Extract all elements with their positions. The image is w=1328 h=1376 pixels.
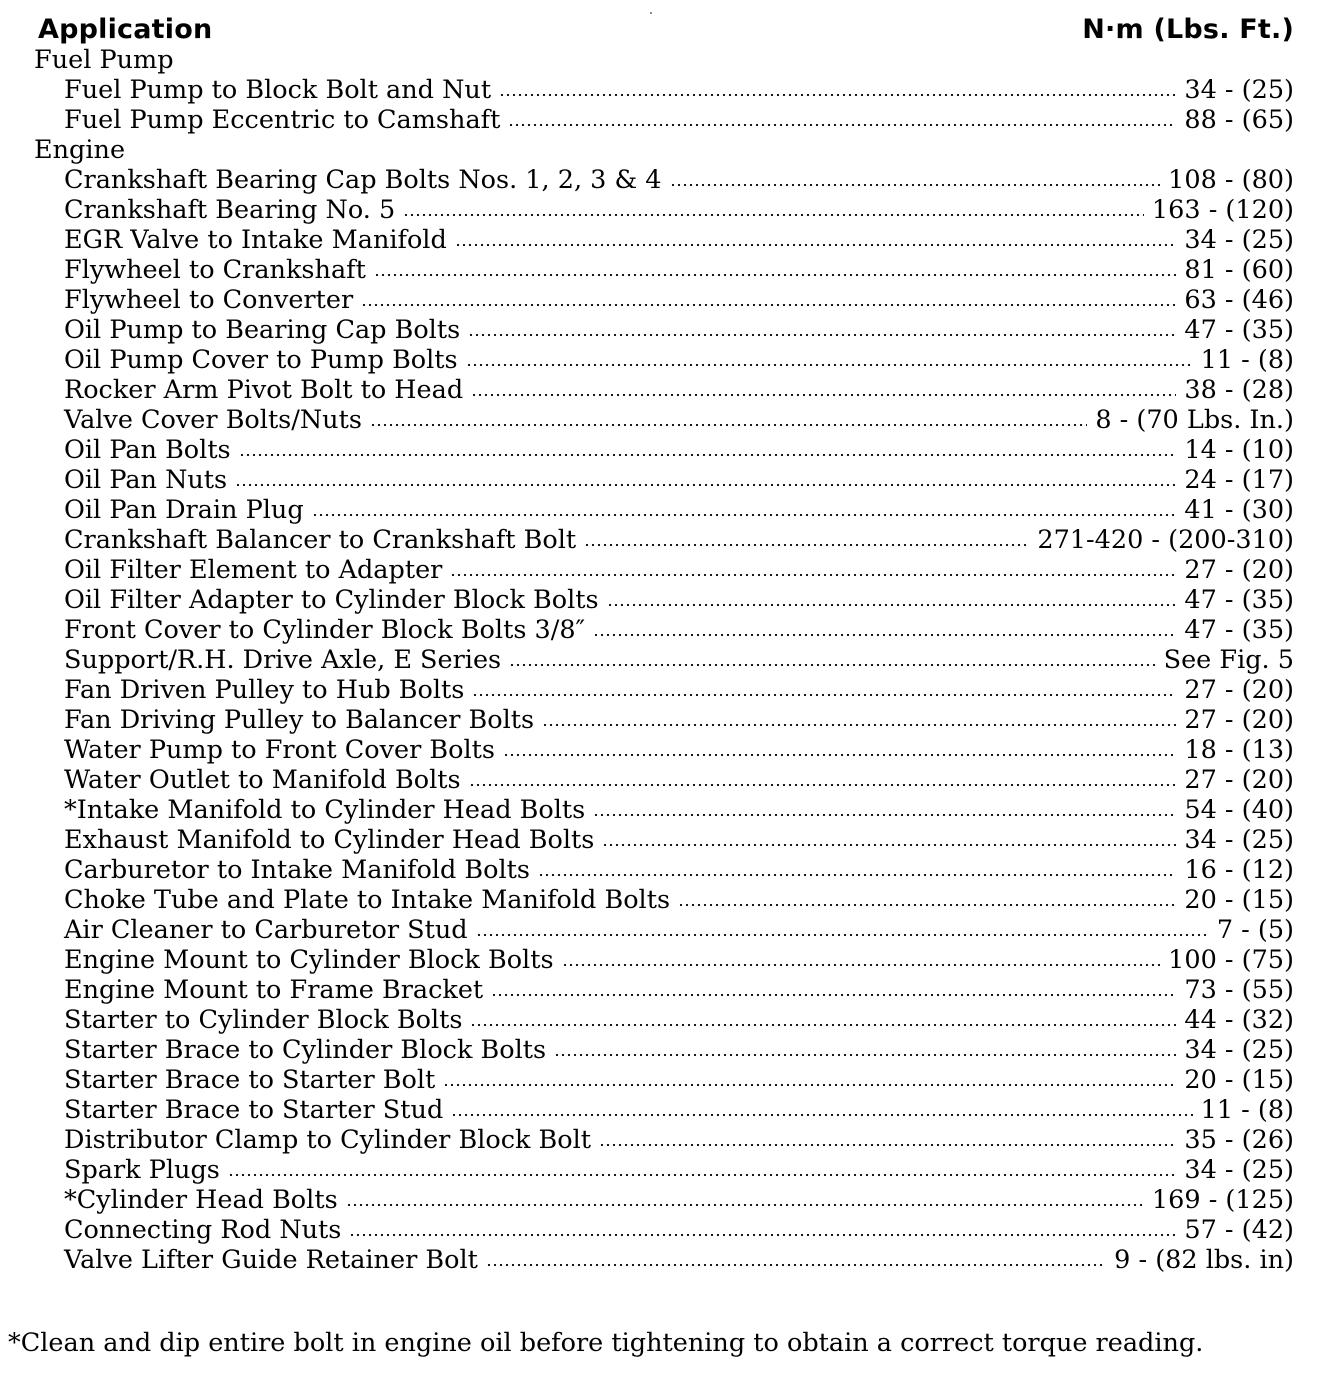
dot-leader xyxy=(486,1262,1106,1268)
spec-application: Engine Mount to Cylinder Block Bolts xyxy=(64,945,554,975)
dot-leader xyxy=(562,962,1161,968)
dot-leader xyxy=(476,932,1209,938)
dot-leader xyxy=(312,512,1177,518)
spec-row xyxy=(34,525,1294,555)
spec-torque-value: 11 - (8) xyxy=(1200,1095,1294,1125)
spec-row xyxy=(34,225,1294,255)
dot-leader xyxy=(443,1082,1176,1088)
dot-leader xyxy=(670,182,1161,188)
spec-torque-value: 38 - (28) xyxy=(1184,375,1294,405)
spec-application: Oil Pan Nuts xyxy=(64,465,228,495)
spec-application: Valve Cover Bolts/Nuts xyxy=(64,405,362,435)
dot-leader xyxy=(361,302,1176,308)
spec-row xyxy=(34,375,1294,405)
spec-torque-value: 14 - (10) xyxy=(1184,435,1294,465)
dot-leader xyxy=(602,842,1176,848)
spec-torque-value: 35 - (26) xyxy=(1184,1125,1294,1155)
dot-leader xyxy=(235,482,1176,488)
spec-torque-value: 27 - (20) xyxy=(1184,705,1294,735)
dot-leader xyxy=(228,1172,1176,1178)
spec-application: Rocker Arm Pivot Bolt to Head xyxy=(64,375,464,405)
dot-leader xyxy=(538,872,1176,878)
spec-application: Carburetor to Intake Manifold Bolts xyxy=(64,855,530,885)
spec-application: Exhaust Manifold to Cylinder Head Bolts xyxy=(64,825,595,855)
spec-application: Water Pump to Front Cover Bolts xyxy=(64,735,495,765)
dot-leader xyxy=(491,992,1176,998)
table-header xyxy=(38,12,1294,46)
spec-torque-value: 18 - (13) xyxy=(1184,735,1294,765)
spec-row xyxy=(34,975,1294,1005)
spec-torque-value: 27 - (20) xyxy=(1184,675,1294,705)
dot-leader xyxy=(542,722,1176,728)
group-heading-label: Fuel Pump xyxy=(34,45,174,75)
group-heading-label: Engine xyxy=(34,135,126,165)
spec-row xyxy=(34,705,1294,735)
spec-torque-value: 88 - (65) xyxy=(1184,105,1294,135)
spec-torque-value: See Fig. 5 xyxy=(1163,645,1294,675)
dot-leader xyxy=(349,1232,1176,1238)
dot-leader xyxy=(503,752,1176,758)
dot-leader xyxy=(468,332,1176,338)
group-heading xyxy=(34,135,1294,165)
spec-application: Starter Brace to Starter Stud xyxy=(64,1095,444,1125)
spec-torque-value: 100 - (75) xyxy=(1168,945,1294,975)
spec-row xyxy=(34,1215,1294,1245)
spec-row xyxy=(34,1095,1294,1125)
spec-torque-value: 47 - (35) xyxy=(1184,615,1294,645)
spec-application: Spark Plugs xyxy=(64,1155,220,1185)
spec-row xyxy=(34,195,1294,225)
spec-application: Engine Mount to Frame Bracket xyxy=(64,975,484,1005)
spec-row xyxy=(34,435,1294,465)
spec-torque-value: 41 - (30) xyxy=(1184,495,1294,525)
spec-application: Support/R.H. Drive Axle, E Series xyxy=(64,645,502,675)
spec-torque-value: 73 - (55) xyxy=(1184,975,1294,1005)
spec-application: Starter Brace to Starter Bolt xyxy=(64,1065,436,1095)
spec-row xyxy=(34,1005,1294,1035)
spec-row xyxy=(34,1065,1294,1095)
spec-torque-value: 24 - (17) xyxy=(1184,465,1294,495)
spec-torque-value: 34 - (25) xyxy=(1184,75,1294,105)
spec-application: Oil Pump to Bearing Cap Bolts xyxy=(64,315,461,345)
spec-torque-value: 63 - (46) xyxy=(1184,285,1294,315)
spec-row xyxy=(34,1155,1294,1185)
spec-application: Valve Lifter Guide Retainer Bolt xyxy=(64,1245,478,1275)
spec-row xyxy=(34,285,1294,315)
spec-application: Fan Driving Pulley to Balancer Bolts xyxy=(64,705,535,735)
spec-application: Oil Filter Element to Adapter xyxy=(64,555,443,585)
spec-application: Connecting Rod Nuts xyxy=(64,1215,342,1245)
spec-row xyxy=(34,315,1294,345)
spec-torque-value: 34 - (25) xyxy=(1184,1155,1294,1185)
dot-leader xyxy=(472,692,1176,698)
dot-leader xyxy=(374,272,1177,278)
spec-row xyxy=(34,855,1294,885)
spec-torque-value: 11 - (8) xyxy=(1200,345,1294,375)
spec-application: Front Cover to Cylinder Block Bolts 3/8″ xyxy=(64,615,586,645)
spec-torque-value: 20 - (15) xyxy=(1184,1065,1294,1095)
spec-application: Air Cleaner to Carburetor Stud xyxy=(64,915,468,945)
application-column-heading: Application xyxy=(38,13,213,45)
spec-torque-value: 163 - (120) xyxy=(1151,195,1294,225)
spec-row xyxy=(34,915,1294,945)
spec-row xyxy=(34,165,1294,195)
spec-torque-value: 169 - (125) xyxy=(1151,1185,1294,1215)
spec-row xyxy=(34,1035,1294,1065)
dot-leader xyxy=(509,662,1156,668)
dot-leader xyxy=(678,902,1176,908)
spec-application: *Intake Manifold to Cylinder Head Bolts xyxy=(64,795,586,825)
spec-torque-value: 20 - (15) xyxy=(1184,885,1294,915)
spec-row xyxy=(34,1245,1294,1275)
spec-torque-value: 16 - (12) xyxy=(1184,855,1294,885)
spec-torque-value: 9 - (82 lbs. in) xyxy=(1114,1245,1294,1275)
spec-torque-value: 57 - (42) xyxy=(1184,1215,1294,1245)
spec-application: EGR Valve to Intake Manifold xyxy=(64,225,447,255)
spec-row xyxy=(34,405,1294,435)
spec-application: Oil Filter Adapter to Cylinder Block Bolts xyxy=(64,585,599,615)
spec-application: Oil Pan Drain Plug xyxy=(64,495,304,525)
footnote: *Clean and dip entire bolt in engine oil before tightening to obtain a correct torque reading. xyxy=(8,1328,1204,1358)
spec-row xyxy=(34,75,1294,105)
spec-row xyxy=(34,105,1294,135)
spec-application: Flywheel to Converter xyxy=(64,285,354,315)
spec-torque-value: 271-420 - (200-310) xyxy=(1037,525,1294,555)
dot-leader xyxy=(470,1022,1176,1028)
spec-application: Distributor Clamp to Cylinder Block Bolt xyxy=(64,1125,592,1155)
dot-leader xyxy=(607,602,1177,608)
dot-leader xyxy=(584,542,1029,548)
spec-torque-value: 27 - (20) xyxy=(1184,555,1294,585)
spec-application: Fan Driven Pulley to Hub Bolts xyxy=(64,675,465,705)
spec-torque-value: 44 - (32) xyxy=(1184,1005,1294,1035)
spec-row xyxy=(34,795,1294,825)
spec-row xyxy=(34,465,1294,495)
spec-application: Oil Pump Cover to Pump Bolts xyxy=(64,345,458,375)
dot-leader xyxy=(554,1052,1176,1058)
dot-leader xyxy=(239,452,1177,458)
spec-torque-value: 108 - (80) xyxy=(1168,165,1294,195)
dot-leader xyxy=(593,812,1176,818)
spec-torque-value: 7 - (5) xyxy=(1216,915,1294,945)
dot-leader xyxy=(508,122,1176,128)
spec-torque-value: 54 - (40) xyxy=(1184,795,1294,825)
spec-application: Water Outlet to Manifold Bolts xyxy=(64,765,461,795)
spec-torque-value: 34 - (25) xyxy=(1184,1035,1294,1065)
spec-row xyxy=(34,945,1294,975)
dot-leader xyxy=(499,92,1176,98)
spec-application: Starter Brace to Cylinder Block Bolts xyxy=(64,1035,547,1065)
torque-spec-table xyxy=(34,45,1294,1275)
torque-column-heading: N·m (Lbs. Ft.) xyxy=(1082,13,1294,45)
spec-row xyxy=(34,1125,1294,1155)
spec-torque-value: 81 - (60) xyxy=(1184,255,1294,285)
spec-application: Fuel Pump to Block Bolt and Nut xyxy=(64,75,492,105)
spec-row xyxy=(34,735,1294,765)
spec-row xyxy=(34,555,1294,585)
spec-row xyxy=(34,255,1294,285)
spec-torque-value: 34 - (25) xyxy=(1184,825,1294,855)
spec-row xyxy=(34,1185,1294,1215)
spec-row xyxy=(34,495,1294,525)
spec-torque-value: 27 - (20) xyxy=(1184,765,1294,795)
spec-application: Crankshaft Balancer to Crankshaft Bolt xyxy=(64,525,577,555)
spec-application: Flywheel to Crankshaft xyxy=(64,255,366,285)
spec-application: Starter to Cylinder Block Bolts xyxy=(64,1005,463,1035)
spec-torque-value: 47 - (35) xyxy=(1184,315,1294,345)
dot-leader xyxy=(346,1202,1144,1208)
spec-torque-value: 34 - (25) xyxy=(1184,225,1294,255)
dot-leader xyxy=(599,1142,1176,1148)
spec-row xyxy=(34,675,1294,705)
dot-leader xyxy=(593,632,1176,638)
group-heading xyxy=(34,45,1294,75)
dot-leader xyxy=(403,212,1144,218)
spec-torque-value: 47 - (35) xyxy=(1184,585,1294,615)
spec-row xyxy=(34,345,1294,375)
spec-application: Crankshaft Bearing No. 5 xyxy=(64,195,396,225)
spec-row xyxy=(34,585,1294,615)
dot-leader xyxy=(451,1112,1192,1118)
dot-leader xyxy=(370,422,1087,428)
spec-application: Oil Pan Bolts xyxy=(64,435,231,465)
dot-leader xyxy=(466,362,1193,368)
spec-application: Choke Tube and Plate to Intake Manifold Bolts xyxy=(64,885,671,915)
dot-leader xyxy=(469,782,1177,788)
spec-row xyxy=(34,615,1294,645)
spec-application: Crankshaft Bearing Cap Bolts Nos. 1, 2, 3 & 4 xyxy=(64,165,662,195)
spec-application: Fuel Pump Eccentric to Camshaft xyxy=(64,105,501,135)
spec-application: *Cylinder Head Bolts xyxy=(64,1185,338,1215)
dot-leader xyxy=(471,392,1176,398)
spec-row xyxy=(34,645,1294,675)
spec-row xyxy=(34,765,1294,795)
dot-leader xyxy=(455,242,1177,248)
dot-leader xyxy=(450,572,1176,578)
spec-row xyxy=(34,825,1294,855)
spec-row xyxy=(34,885,1294,915)
spec-torque-value: 8 - (70 Lbs. In.) xyxy=(1095,405,1294,435)
